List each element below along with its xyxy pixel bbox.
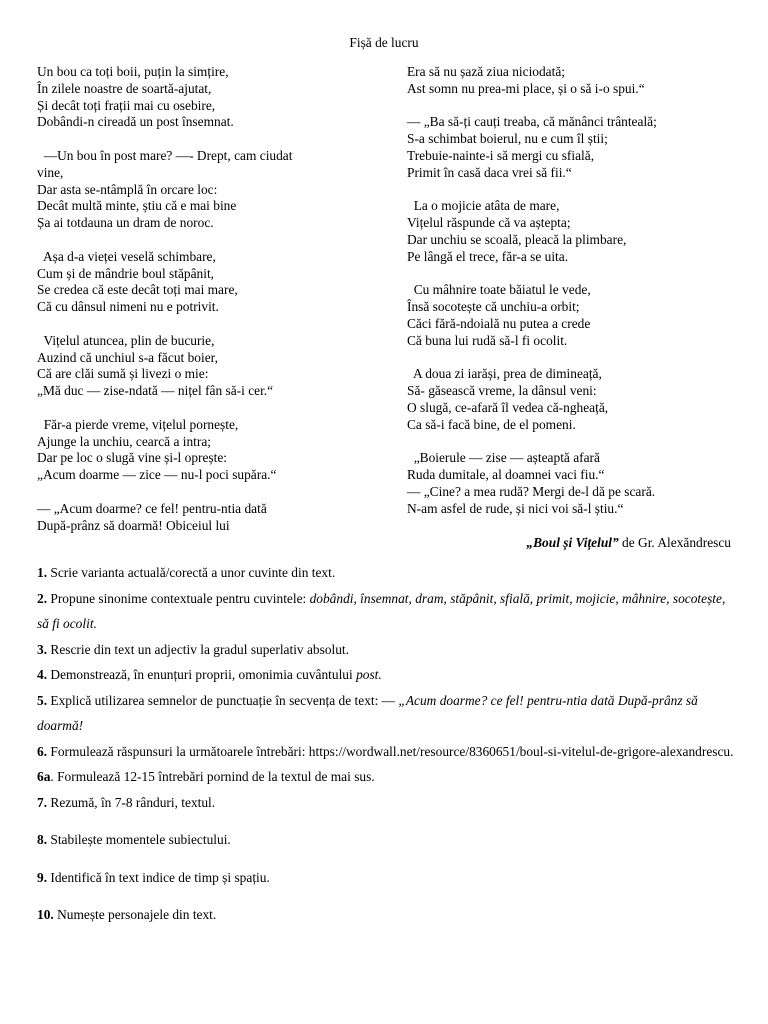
task-number: 2. bbox=[37, 590, 48, 606]
poem-line: —Un bou în post mare? —- Drept, cam ciudat bbox=[37, 147, 293, 163]
page-title: Fișă de lucru bbox=[349, 35, 419, 50]
poem-line: N-am asfel de rude, și nici voi să-l știu.“ bbox=[407, 500, 624, 516]
poem-line: Dar asta se-ntâmplă în orcare loc: bbox=[37, 181, 218, 197]
task-number: 9. bbox=[37, 869, 48, 885]
poem-line: — „Cine? a mea rudă? Mergi de-l dă pe scară. bbox=[407, 483, 656, 499]
poem-line: Făr-a pierde vreme, vițelul pornește, bbox=[37, 416, 239, 432]
poem-stanza bbox=[407, 366, 737, 433]
poem-stanza bbox=[407, 64, 737, 98]
task-quoted-text: „Acum doarme? ce fel! pentru-ntia dată După-prânz să doarmă! bbox=[37, 692, 698, 733]
poem-line: Dobândi-n cireadă un post însemnat. bbox=[37, 114, 234, 130]
poem-line: Dar unchiu se scoală, pleacă la plimbare, bbox=[407, 231, 627, 247]
task-item bbox=[37, 764, 737, 790]
task-number: 1. bbox=[37, 565, 48, 580]
poem-stanza bbox=[37, 417, 367, 484]
poem-left-column bbox=[37, 64, 367, 551]
task-text: . Formulează 12-15 întrebări pornind de la textul de mai sus. bbox=[50, 769, 375, 784]
task-text: Identifică în text indice de timp și spațiu. bbox=[47, 869, 270, 885]
poem-line: În zilele noastre de soartă-ajutat, bbox=[37, 80, 212, 96]
task-list bbox=[37, 560, 737, 928]
task-text: Demonstrează, în enunțuri proprii, omonimia cuvântului bbox=[47, 667, 357, 682]
poem-line: Un bou ca toți boii, puțin la simțire, bbox=[37, 64, 229, 79]
task-item bbox=[37, 902, 737, 928]
poem-line: Ruda dumitale, al doamnei vaci fiu.“ bbox=[407, 467, 605, 483]
task-number: 8. bbox=[37, 832, 48, 847]
poem-line: Vițelul atuncea, plin de bucurie, bbox=[37, 332, 215, 348]
task-number: 4. bbox=[37, 667, 48, 682]
task-number: 3. bbox=[37, 641, 48, 657]
task-item bbox=[37, 662, 737, 688]
task-item bbox=[37, 560, 737, 586]
poem-stanza bbox=[37, 501, 367, 535]
task-item bbox=[37, 739, 737, 765]
task-text: Rescrie din text un adjectiv la gradul superlativ absolut. bbox=[47, 641, 349, 657]
task-text: Propune sinonime contextuale pentru cuvintele: bbox=[47, 590, 310, 606]
poem-line: Și decât toți frații mai cu osebire, bbox=[37, 97, 216, 113]
task-number: 6. bbox=[37, 743, 48, 759]
task-text: Numește personajele din text. bbox=[53, 907, 217, 922]
task-text: Formulează răspunsuri la următoarele întrebări: https://wordwall.net/resource/8360651/boul-si-vitelul-de-grigore-alexandrescu. bbox=[47, 743, 734, 759]
poem-line: — „Acum doarme? ce fel! pentru-ntia dată bbox=[37, 500, 267, 516]
poem-line: Cum și de mândrie boul stăpânit, bbox=[37, 265, 215, 281]
poem-line: Dar pe loc o slugă vine și-l oprește: bbox=[37, 450, 228, 466]
poem-line: Căci fără-ndoială nu putea a crede bbox=[407, 315, 591, 331]
task-text: Explică utilizarea semnelor de punctuație în secvența de text: — bbox=[47, 692, 399, 708]
poem-right-column bbox=[407, 64, 737, 534]
task-item bbox=[37, 637, 737, 663]
poem-line: Vițelul răspunde că va aștepta; bbox=[407, 215, 571, 231]
task-number: 5. bbox=[37, 692, 48, 708]
poem-stanza bbox=[407, 114, 737, 181]
poem-stanza bbox=[37, 249, 367, 316]
poem-attribution bbox=[526, 534, 731, 551]
poem-line: O slugă, ce-afară îl vedea că-ngheață, bbox=[407, 399, 609, 415]
poem-line: Să- găsească vreme, la dânsul veni: bbox=[407, 383, 597, 399]
poem-stanza bbox=[37, 148, 367, 232]
poem-line: Însă socotește că unchiu-a orbit; bbox=[407, 299, 580, 315]
task-text: Stabilește momentele subiectului. bbox=[47, 832, 231, 847]
task-number: 7. bbox=[37, 794, 48, 810]
task-item bbox=[37, 586, 737, 637]
poem-line: Era să nu șază ziua niciodată; bbox=[407, 64, 566, 79]
task-item bbox=[37, 790, 737, 816]
task-quoted-text: post. bbox=[356, 667, 382, 682]
poem-line: Decât multă minte, știu că e mai bine bbox=[37, 198, 237, 214]
poem-stanza bbox=[37, 333, 367, 400]
task-quoted-text: dobândi, însemnat, dram, stăpânit, sfială, primit, mojicie, mâhnire, socotește, să fi ocolit. bbox=[37, 590, 726, 631]
poem-line: Așa d-a vieței veselă schimbare, bbox=[37, 248, 216, 264]
poem-line: vine, bbox=[37, 164, 64, 180]
poem-line: „Mă duc — zise-ndată — nițel fân să-i cer.“ bbox=[37, 383, 274, 399]
poem-work-title: „Boul și Vițelul” bbox=[526, 535, 619, 550]
poem-line: Trebuie-nainte-i să mergi cu sfială, bbox=[407, 147, 595, 163]
task-number: 6a bbox=[37, 769, 51, 784]
poem-line: A doua zi iarăși, prea de dimineață, bbox=[407, 366, 602, 382]
poem-line: Se credea că este decât toți mai mare, bbox=[37, 282, 238, 298]
poem-line: „Boierule — zise — așteaptă afară bbox=[407, 450, 600, 466]
poem-line: Că cu dânsul nimeni nu e potrivit. bbox=[37, 299, 219, 315]
poem-line: După-prânz să doarmă! Obiceiul lui bbox=[37, 517, 230, 533]
task-text: Rezumă, în 7-8 rânduri, textul. bbox=[47, 794, 216, 810]
task-item bbox=[37, 688, 737, 739]
poem-line: Că buna lui rudă să-l fi ocolit. bbox=[407, 332, 568, 348]
poem-line: Ajunge la unchiu, cearcă a intra; bbox=[37, 433, 211, 449]
poem-line: Șa ai totdauna un dram de noroc. bbox=[37, 215, 214, 231]
poem-stanza bbox=[37, 64, 367, 131]
poem-line: Cu mâhnire toate băiatul le vede, bbox=[407, 282, 591, 298]
task-item bbox=[37, 827, 737, 853]
task-text: Scrie varianta actuală/corectă a unor cuvinte din text. bbox=[47, 565, 336, 580]
poem-line: Auzind că unchiul s-a făcut boier, bbox=[37, 349, 218, 365]
poem-stanza bbox=[407, 198, 737, 265]
poem-stanza bbox=[407, 282, 737, 349]
poem-line: Primit în casă daca vrei să fii.“ bbox=[407, 164, 572, 180]
task-item bbox=[37, 865, 737, 891]
poem-line: „Acum doarme — zice — nu-l poci supăra.“ bbox=[37, 467, 277, 483]
poem-line: La o mojicie atâta de mare, bbox=[407, 198, 560, 214]
task-number: 10. bbox=[37, 907, 54, 922]
poem-stanza bbox=[407, 450, 737, 517]
poem-line: Ca să-i facă bine, de el pomeni. bbox=[407, 416, 576, 432]
poem-author: de Gr. Alexăndrescu bbox=[618, 535, 731, 550]
poem-line: Ast somn nu prea-mi place, și o să i-o spui.“ bbox=[407, 80, 645, 96]
poem-line: S-a schimbat boierul, nu e cum îl știi; bbox=[407, 131, 608, 147]
poem-line: — „Ba să-ți cauți treaba, că mănânci trânteală; bbox=[407, 114, 657, 130]
poem-line: Pe lângă el trece, făr-a se uita. bbox=[407, 248, 569, 264]
poem-line: Că are clăi sumă și livezi o mie: bbox=[37, 366, 209, 382]
